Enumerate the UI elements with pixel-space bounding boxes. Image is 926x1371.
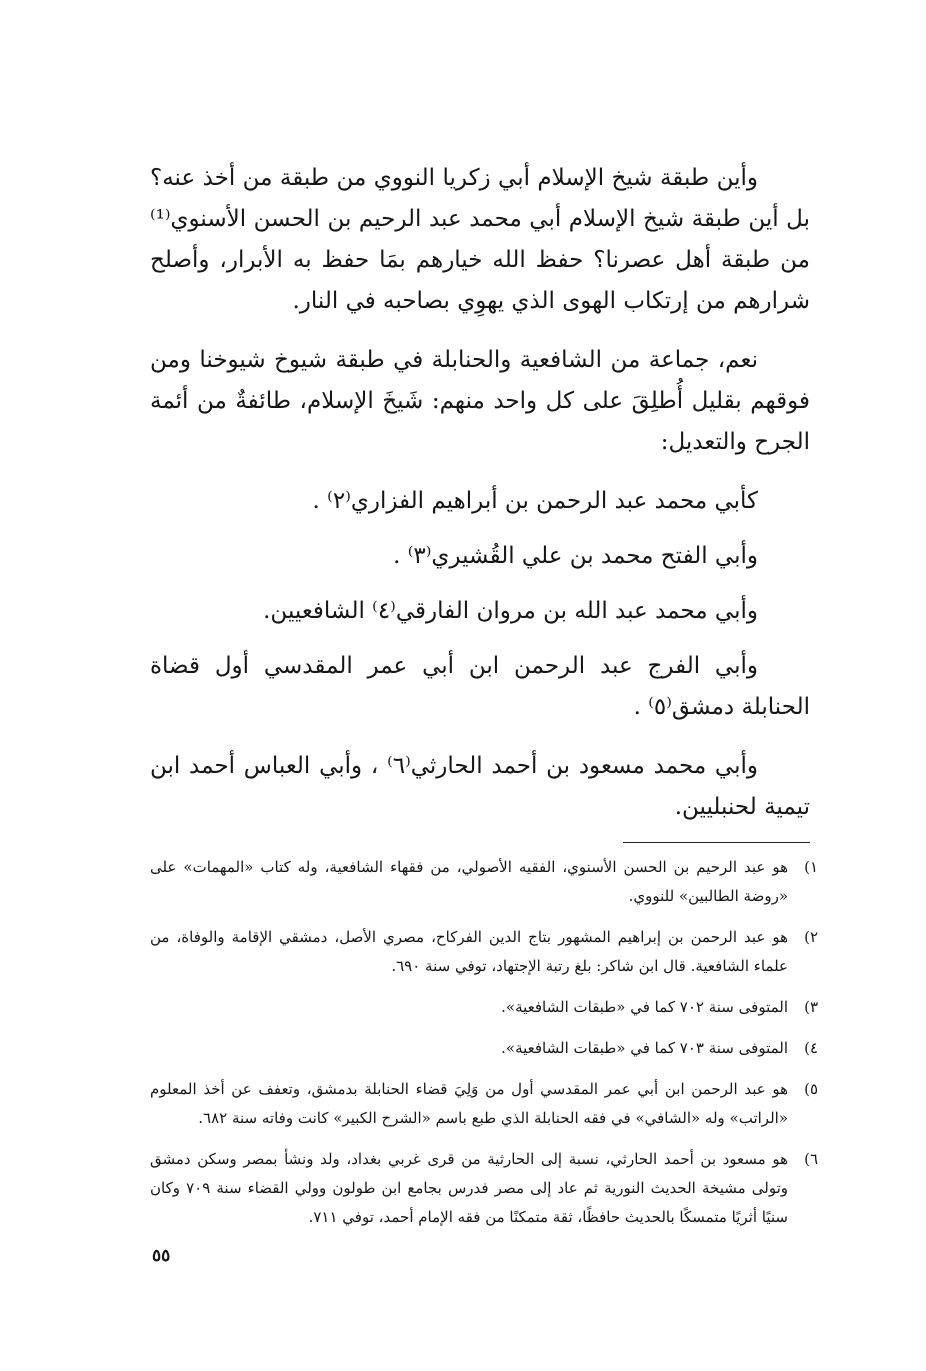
list-item-fariqi: وأبي محمد عبد الله بن مروان الفارقي⁽٤⁾ الشافعيين. [263, 598, 758, 624]
footnote-5 [150, 1075, 818, 1133]
list-item-fazari: كأبي محمد عبد الرحمن بن أبراهيم الفزاري⁽٢⁾ . [312, 488, 758, 514]
footnote-text: هو مسعود بن أحمد الحارثي، نسبة إلى الحارثية من قرى غربي بغداد، ولد ونشأ بمصر وسكن دمشق وتولى مشيخة الحديث النورية ثم عاد إلى مصر فدرس بجامع ابن طولون وولي القضاء سنة ٧٠٩ وكان سنيًا أثريًا متمسكًا بالحديث حافظًا، ثقة متمكنًا من فقه الإمام أحمد، توفي ٧١١. [150, 1150, 788, 1226]
footnote-number: ٤) [804, 1039, 818, 1057]
footnote-text: المتوفى سنة ٧٠٣ كما في «طبقات الشافعية». [501, 1039, 788, 1057]
paragraph-1: وأين طبقة شيخ الإسلام أبي زكريا النووي من طبقة من أخذ عنه؟ بل أين طبقة شيخ الإسلام أبي محمد عبد الرحيم بن الحسن الأسنوي⁽¹⁾ من طبقة أهل عصرنا؟ حفظ الله خيارهم بمَا حفظ به الأبرار، وأصلح شرارهم من إرتكاب الهوى الذي يهوِي بصاحبه في النار. [150, 165, 810, 314]
footnote-4 [150, 1034, 818, 1063]
footnote-number: ٢) [804, 928, 818, 946]
list-item-qushayri: وأبي الفتح محمد بن علي القُشيري⁽٣⁾ . [393, 543, 758, 569]
footnote-2 [150, 923, 818, 981]
footnote-number: ٥) [804, 1080, 818, 1098]
footnote-text: هو عبد الرحمن ابن أبي عمر المقدسي أول من وَلِيَ قضاء الحنابلة بدمشق، وتعفف عن أخذ المعلوم «الراتب» وله «الشافي» في فقه الحنابلة الذي طبع باسم «الشرح الكبير» كانت وفاته سنة ٦٨٢. [150, 1080, 788, 1127]
footnote-1 [150, 853, 818, 911]
footnote-3 [150, 993, 818, 1022]
footnote-6 [150, 1145, 818, 1232]
footnotes [150, 853, 818, 1244]
paragraph-2: نعم، جماعة من الشافعية والحنابلة في طبقة شيوخ شيوخنا ومن فوقهم بقليل أُطلِقَ على كل واحد منهم: شَيخَ الإسلام، طائفةٌ من أئمة الجرح والتعديل: [150, 347, 810, 455]
footnote-number: ٦) [804, 1150, 818, 1168]
page-number: ٥٥ [152, 1246, 171, 1266]
footnote-text: المتوفى سنة ٧٠٢ كما في «طبقات الشافعية». [501, 998, 788, 1016]
footnote-text: هو عبد الرحيم بن الحسن الأسنوي، الفقيه الأصولي، من فقهاء الشافعية، وله كتاب «المهمات» على «روضة الطالبين» للنووي. [150, 858, 788, 905]
footnote-number: ١) [804, 858, 818, 876]
footnote-text: هو عبد الرحمن بن إبراهيم المشهور بتاج الدين الفركاح، مصري الأصل، دمشقي الإقامة والوفاة، من علماء الشافعية. قال ابن شاكر: بلغ رتبة الإجتهاد، توفي سنة ٦٩٠. [150, 928, 788, 975]
paragraph-maqdisi: وأبي الفرج عبد الرحمن ابن أبي عمر المقدسي أول قضاة الحنابلة دمشق⁽٥⁾ . [150, 653, 810, 720]
main-text [150, 158, 810, 846]
paragraph-harithi: وأبي محمد مسعود بن أحمد الحارثي⁽٦⁾ ، وأبي العباس أحمد ابن تيمية لحنبليين. [150, 753, 810, 820]
footnote-divider [623, 842, 810, 843]
footnote-number: ٣) [804, 998, 818, 1016]
